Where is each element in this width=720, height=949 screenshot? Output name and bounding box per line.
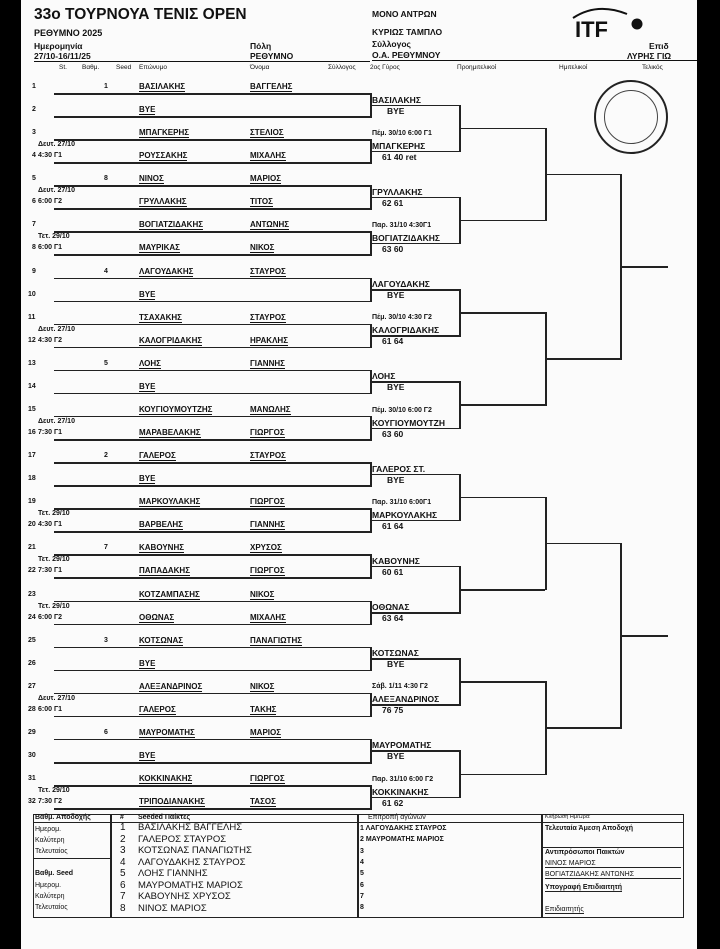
referee-label: Επιδ (649, 41, 669, 51)
match-schedule: Τετ. 29/10 (38, 510, 70, 518)
draw-position: 17 (28, 452, 36, 460)
player-surname: BYE (139, 474, 156, 484)
match-schedule: 7:30 Γ1 (38, 567, 63, 575)
round2-winner: ΛΑΓΟΥΔΑΚΗΣ (372, 279, 430, 290)
player-reps-label: Αντιπρόσωποι Παικτών (545, 849, 625, 856)
round2-winner: ΚΟΤΣΩΝΑΣ (372, 648, 419, 659)
player-surname: BYE (139, 105, 156, 115)
committee-member: 8 (360, 904, 364, 912)
qf-line (459, 774, 545, 776)
committee-member: 5 (360, 870, 364, 878)
player-name: ΣΤΑΥΡΟΣ (250, 266, 286, 276)
draw-position: 19 (28, 498, 36, 506)
draw-position: 14 (28, 382, 36, 390)
player-name: ΑΝΤΩΝΗΣ (250, 220, 290, 230)
club-seal-icon (594, 80, 668, 154)
seed-number: 4 (104, 267, 108, 275)
player-name: ΜΙΧΑΛΗΣ (250, 612, 286, 622)
draw-line (54, 531, 370, 533)
divider (33, 822, 111, 823)
draw-line (54, 439, 370, 441)
draw-position: 9 (32, 267, 36, 275)
qf-line (459, 589, 545, 591)
draw-position: 23 (28, 590, 36, 598)
draw-position: 1 (32, 83, 36, 90)
round2-winner: ΜΠΑΓΚΕΡΗΣ (372, 140, 426, 151)
round2-winner: ΒΟΓΙΑΤΖΙΔΑΚΗΣ (372, 232, 441, 243)
draw-line (54, 739, 370, 741)
round2-score: BYE (387, 659, 405, 670)
draw-line (54, 370, 370, 372)
col-seed: Seed (116, 64, 132, 71)
seeded-player: ΝΙΝΟΣ ΜΑΡΙΟΣ (138, 902, 207, 914)
draw-position: 15 (28, 405, 36, 413)
sf-line (545, 174, 620, 176)
final-line (620, 635, 668, 637)
col-surname: Επώνυμο (139, 64, 167, 71)
sf-line (545, 543, 620, 545)
divider (33, 858, 111, 859)
player-name: ΤΑΣΟΣ (250, 797, 276, 807)
round2-schedule: Παρ. 31/10 6:00 Γ2 (372, 775, 434, 783)
draw-position: 22 (28, 567, 36, 575)
draw-position: 12 (28, 336, 36, 344)
itf-logo (567, 4, 647, 40)
player-surname: ΓΡΥΛΛΑΚΗΣ (139, 197, 187, 207)
player-name: ΜΙΧΑΛΗΣ (250, 151, 286, 161)
round2-line (372, 612, 459, 614)
seeded-number: 5 (120, 868, 126, 879)
draw-line (54, 416, 370, 418)
seeded-player: ΚΟΤΣΩΝΑΣ ΠΑΝΑΓΙΩΤΗΣ (138, 845, 252, 856)
round2-score: 63 64 (382, 613, 404, 624)
draw-line (54, 693, 370, 695)
acceptance-row: Καλύτερη (35, 837, 65, 844)
tournament-subtitle: ΡΕΘΥΜΝΟ 2025 (34, 28, 103, 38)
player-name: ΓΙΑΝΝΗΣ (250, 358, 285, 368)
round2-line (372, 151, 459, 153)
seed-number: 6 (104, 728, 108, 736)
committee-member: 1 ΛΑΓΟΥΔΑΚΗΣ ΣΤΑΥΡΟΣ (360, 825, 447, 832)
draw-line (54, 624, 370, 626)
match-schedule: Τετ. 29/10 (38, 233, 70, 241)
draw-line (54, 185, 370, 187)
acceptance-header: Βαθμ. Αποδοχής (35, 814, 91, 821)
round2-line (372, 520, 459, 522)
draw-position: 6 (32, 198, 36, 206)
player-surname: ΤΡΙΠΟΔΙΑΝΑΚΗΣ (139, 797, 205, 807)
seeded-number: 1 (120, 822, 126, 833)
round2-score: 62 61 (382, 197, 404, 208)
round2-winner: ΚΑΛΟΓΡΙΔΑΚΗΣ (372, 325, 440, 336)
match-schedule: Τετ. 29/10 (38, 556, 70, 564)
draw-line (54, 508, 370, 510)
draw-position: 11 (28, 313, 36, 321)
round2-winner: ΜΑΡΚΟΥΛΑΚΗΣ (372, 509, 438, 520)
qf-line (459, 681, 545, 683)
draw-position: 7 (32, 221, 36, 229)
player-surname: ΜΠΑΓΚΕΡΗΣ (139, 128, 190, 138)
draw-position: 13 (28, 359, 36, 367)
draw-line (54, 278, 370, 280)
player-name: ΝΙΚΟΣ (250, 243, 275, 253)
draw-position: 20 (28, 521, 36, 529)
player-surname: ΒΑΡΒΕΛΗΣ (139, 520, 183, 530)
committee-member: 7 (360, 892, 364, 900)
draw-position: 28 (28, 705, 36, 713)
round2-line (372, 381, 459, 383)
player-surname: ΛΟΗΣ (139, 358, 161, 368)
round2-score: 63 60 (382, 243, 404, 254)
round2-score: BYE (387, 105, 405, 116)
col-final: Τελικός (642, 64, 663, 71)
player-surname: ΟΘΩΝΑΣ (139, 612, 175, 622)
event-name: ΜΟΝΟ ΑΝΤΡΩΝ (372, 9, 437, 19)
signature-label: Υπογραφή Επιδιαιτητή (545, 884, 623, 891)
seeded-player: ΜΑΥΡΟΜΑΤΗΣ ΜΑΡΙΟΣ (138, 879, 243, 891)
sf-line (545, 358, 620, 360)
draw-position: 25 (28, 636, 36, 644)
col-name: Όνομα (250, 64, 270, 71)
draw-position: 8 (32, 244, 36, 252)
referee-value: ΛΥΡΗΣ ΓΙΩ (627, 51, 672, 61)
city-label: Πόλη (250, 41, 272, 51)
committee-member: 4 (360, 858, 364, 866)
draw-line (54, 762, 370, 764)
draw-position: 27 (28, 682, 36, 690)
date-value: 27/10-16/11/25 (34, 51, 274, 62)
round2-score: 60 61 (382, 566, 404, 577)
last-acceptance-label: Τελευταία Άμεση Αποδοχή (545, 825, 634, 832)
seed-number: 8 (104, 175, 108, 183)
draw-position: 10 (28, 290, 36, 298)
player-surname: ΓΑΛΕΡΟΣ (139, 451, 176, 461)
round2-line (372, 797, 459, 799)
draw-line (54, 324, 370, 326)
player-name: ΓΙΩΡΓΟΣ (250, 428, 285, 438)
match-schedule: Δευτ. 27/10 (38, 187, 75, 195)
round2-line (372, 289, 459, 291)
date-label: Ημερομηνία (34, 41, 83, 51)
draw-position: 5 (32, 175, 36, 183)
player-surname: ΜΑΥΡΙΚΑΣ (139, 243, 180, 253)
match-schedule: Τετ. 29/10 (38, 602, 70, 610)
sf-line (545, 727, 620, 729)
seed-number: 3 (104, 636, 108, 644)
seeded-hash: # (120, 814, 124, 821)
col-qf: Προημιτελικοί (457, 64, 497, 71)
match-schedule: Δευτ. 27/10 (38, 694, 75, 702)
player-surname: BYE (139, 289, 156, 299)
committee-member: 3 (360, 847, 364, 855)
player-name: ΧΡΥΣΟΣ (250, 543, 282, 553)
round2-score: 76 75 (382, 705, 404, 716)
draw-sheet (21, 0, 697, 949)
match-schedule: Δευτ. 27/10 (38, 325, 75, 333)
match-schedule: 6:00 Γ1 (38, 244, 63, 252)
draw-line (54, 577, 370, 579)
player-name: ΤΙΤΟΣ (250, 197, 273, 207)
player-surname: ΚΑΛΟΓΡΙΔΑΚΗΣ (139, 335, 203, 345)
match-schedule: 6:00 Γ1 (38, 705, 63, 713)
match-schedule: Δευτ. 27/10 (38, 141, 75, 149)
player-name: ΠΑΝΑΓΙΩΤΗΣ (250, 635, 303, 645)
draw-position: 24 (28, 613, 36, 621)
seed-row: Καλύτερη (35, 893, 65, 900)
round2-schedule: Σάβ. 1/11 4:30 Γ2 (372, 683, 428, 691)
round2-score: BYE (387, 474, 405, 485)
round2-winner: ΓΑΛΕΡΟΣ ΣΤ. (372, 463, 426, 474)
player-rep: ΒΟΓΙΑΤΖΙΔΑΚΗΣ ΑΝΤΩΝΗΣ (545, 871, 681, 879)
round2-score: BYE (387, 382, 405, 393)
round2-winner: ΜΑΥΡΟΜΑΤΗΣ (372, 740, 432, 751)
draw-position: 2 (32, 106, 36, 114)
player-surname: BYE (139, 381, 156, 391)
draw-position: 32 (28, 798, 36, 806)
player-surname: ΜΑΡΚΟΥΛΑΚΗΣ (139, 497, 201, 507)
round2-line (372, 566, 459, 568)
match-schedule: 6:00 Γ2 (38, 198, 63, 206)
round2-line (372, 335, 459, 337)
draw-line (54, 670, 370, 672)
draw-position: 29 (28, 728, 36, 736)
round2-schedule: Παρ. 31/10 6:00Γ1 (372, 498, 432, 506)
player-surname: ΓΑΛΕΡΟΣ (139, 704, 176, 714)
match-schedule: 6:00 Γ2 (38, 613, 63, 621)
seeded-number: 3 (120, 845, 126, 856)
qf-line (459, 404, 545, 406)
player-surname: ΚΟΥΓΙΟΥΜΟΥΤΖΗΣ (139, 404, 213, 414)
match-schedule: 4:30 Γ1 (38, 152, 63, 160)
round2-line (372, 474, 459, 476)
tournament-title: 33ο ΤΟΥΡΝΟΥΑ ΤΕΝΙΣ OPEN (34, 6, 247, 23)
round2-winner: ΚΟΚΚΙΝΑΚΗΣ (372, 786, 429, 797)
committee-member: 6 (360, 881, 364, 889)
qf-line (459, 220, 545, 222)
match-schedule: Τετ. 29/10 (38, 787, 70, 795)
player-name: ΝΙΚΟΣ (250, 681, 275, 691)
col-round2: 2ος Γύρος (370, 64, 400, 71)
round2-winner: ΛΟΗΣ (372, 371, 396, 382)
player-surname: ΑΛΕΞΑΝΔΡΙΝΟΣ (139, 681, 203, 691)
player-name: ΓΙΑΝΝΗΣ (250, 520, 285, 530)
draw-position: 4 (32, 152, 36, 160)
player-surname: BYE (139, 658, 156, 668)
match-schedule: Δευτ. 27/10 (38, 417, 75, 425)
draw-line (54, 139, 370, 141)
seeded-player: ΒΑΣΙΛΑΚΗΣ ΒΑΓΓΕΛΗΣ (138, 822, 243, 833)
col-rank: Βαθμ. (82, 64, 100, 71)
seeded-player: ΛΟΗΣ ΓΙΑΝΝΗΣ (138, 868, 208, 879)
seed-row: Τελευταίος (35, 904, 68, 911)
draw-position: 21 (28, 544, 36, 552)
draw-date-label: Κλήρωση Ημ/Ώρα: (545, 814, 591, 820)
player-surname: ΤΣΑΧΑΚΗΣ (139, 312, 182, 322)
round2-score: 61 40 ret (382, 151, 417, 162)
match-schedule: 7:30 Γ2 (38, 798, 63, 806)
svg-text:ITF: ITF (575, 17, 608, 40)
round2-winner: ΚΑΒΟΥΝΗΣ (372, 555, 420, 566)
player-name: ΒΑΓΓΕΛΗΣ (250, 82, 293, 91)
seeded-player: ΛΑΓΟΥΔΑΚΗΣ ΣΤΑΥΡΟΣ (138, 856, 246, 868)
player-surname: ΚΟΤΖΑΜΠΑΣΗΣ (139, 589, 200, 599)
player-surname: ΠΑΠΑΔΑΚΗΣ (139, 566, 190, 576)
draw-position: 16 (28, 429, 36, 437)
round2-schedule: Παρ. 31/10 4:30Γ1 (372, 221, 432, 229)
player-surname: ΚΟΚΚΙΝΑΚΗΣ (139, 774, 193, 784)
seeded-player: ΓΑΛΕΡΟΣ ΣΤΑΥΡΟΣ (138, 833, 227, 845)
draw-position: 31 (28, 775, 36, 783)
round2-winner: ΓΡΥΛΛΑΚΗΣ (372, 186, 423, 197)
seeded-number: 2 (120, 833, 126, 845)
draw-line (54, 93, 370, 95)
seed-number: 7 (104, 544, 108, 552)
player-name: ΣΤΑΥΡΟΣ (250, 451, 286, 461)
col-sf: Ημιτελικοί (559, 64, 588, 71)
round2-schedule: Πέμ. 30/10 6:00 Γ2 (372, 406, 432, 414)
city-value: ΡΕΘΥΜΝΟ (250, 51, 370, 62)
round2-line (372, 428, 459, 430)
player-name: ΝΙΚΟΣ (250, 589, 275, 599)
draw-line (54, 208, 370, 210)
player-name: ΓΙΩΡΓΟΣ (250, 497, 285, 507)
player-name: ΓΙΩΡΓΟΣ (250, 774, 285, 784)
player-surname: ΛΑΓΟΥΔΑΚΗΣ (139, 266, 194, 276)
draw-line (54, 301, 370, 303)
draw-line (54, 716, 370, 718)
draw-line (54, 393, 370, 395)
seeded-number: 8 (120, 902, 126, 914)
round2-schedule: Πέμ. 30/10 6:00 Γ1 (372, 129, 432, 137)
seeded-number: 7 (120, 891, 126, 902)
club-value: Ο.Α. ΡΕΘΥΜΝΟΥ (372, 50, 697, 61)
seeded-player: ΚΑΒΟΥΝΗΣ ΧΡΥΣΟΣ (138, 891, 231, 902)
committee-header: Επιτροπή αγώνων (368, 814, 426, 821)
col-club: Σύλλογος (328, 64, 356, 71)
round2-winner: ΑΛΕΞΑΝΔΡΙΝΟΣ (372, 694, 440, 705)
seeded-number: 6 (120, 879, 126, 891)
round2-line (372, 658, 459, 660)
round2-score: BYE (387, 751, 405, 762)
round2-schedule: Πέμ. 30/10 4:30 Γ2 (372, 314, 432, 322)
referee-signature-label: Επιδιαιτητής (545, 906, 584, 913)
qf-line (459, 312, 545, 314)
player-surname: ΡΟΥΣΣΑΚΗΣ (139, 151, 188, 161)
player-surname: ΜΑΡΑΒΕΛΑΚΗΣ (139, 428, 201, 438)
draw-line (54, 647, 370, 649)
acceptance-row: Τελευταίος (35, 848, 68, 855)
round2-score: 61 64 (382, 336, 404, 347)
draw-line (54, 347, 370, 349)
draw-line (54, 254, 370, 256)
round2-score: BYE (387, 290, 405, 301)
draw-line (54, 462, 370, 464)
match-schedule: 7:30 Γ1 (38, 429, 63, 437)
round2-line (372, 704, 459, 706)
seed-row: Ημερομ. (35, 882, 62, 889)
col-st: St. (59, 64, 67, 71)
seed-number: 2 (104, 452, 108, 460)
round2-score: 61 62 (382, 797, 404, 808)
player-surname: ΒΟΓΙΑΤΖΙΔΑΚΗΣ (139, 220, 204, 230)
round2-winner: ΟΘΩΝΑΣ (372, 602, 410, 613)
player-name: ΣΤΑΥΡΟΣ (250, 312, 286, 322)
acceptance-row: Ημερομ. (35, 826, 62, 833)
committee-member: 2 ΜΑΥΡΟΜΑΤΗΣ ΜΑΡΙΟΣ (360, 836, 444, 844)
seed-number: 5 (104, 359, 108, 367)
final-line (620, 266, 668, 268)
seeded-header: Seeded Παίκτες (138, 814, 191, 821)
player-name: ΜΑΡΙΟΣ (250, 727, 282, 737)
round2-score: 63 60 (382, 428, 404, 439)
player-name: ΣΤΕΛΙΟΣ (250, 128, 284, 138)
player-surname: ΚΟΤΣΩΝΑΣ (139, 635, 184, 645)
seeded-number: 4 (120, 856, 126, 868)
player-surname: ΒΑΣΙΛΑΚΗΣ (139, 82, 186, 91)
round2-line (372, 197, 459, 199)
draw-line (54, 601, 370, 603)
draw-line (54, 231, 370, 233)
player-name: ΜΑΝΩΛΗΣ (250, 404, 291, 414)
player-surname: ΚΑΒΟΥΝΗΣ (139, 543, 185, 553)
qf-line (459, 128, 545, 130)
draw-line (54, 116, 370, 118)
draw-position: 3 (32, 129, 36, 137)
draw-line (54, 554, 370, 556)
draw-line (54, 162, 370, 164)
player-name: ΓΙΩΡΓΟΣ (250, 566, 285, 576)
player-surname: ΝΙΝΟΣ (139, 174, 164, 184)
player-rep: ΝΙΝΟΣ ΜΑΡΙΟΣ (545, 860, 681, 868)
draw-position: 26 (28, 659, 36, 667)
draw-line (54, 808, 370, 810)
round2-line (372, 750, 459, 752)
round2-line (372, 243, 459, 245)
draw-line (54, 785, 370, 787)
player-name: ΤΑΚΗΣ (250, 704, 277, 714)
draw-type: ΚΥΡΙΩΣ ΤΑΜΠΛΟ (372, 27, 443, 37)
club-label: Σύλλογος (372, 39, 411, 49)
draw-line (54, 485, 370, 487)
seed-number: 1 (104, 83, 108, 90)
draw-position: 18 (28, 475, 36, 483)
match-schedule: 4:30 Γ1 (38, 521, 63, 529)
qf-line (459, 497, 545, 499)
seed-header: Βαθμ. Seed (35, 870, 74, 877)
player-name: ΜΑΡΙΟΣ (250, 174, 282, 184)
player-name: ΗΡΑΚΛΗΣ (250, 335, 288, 345)
player-surname: ΜΑΥΡΟΜΑΤΗΣ (139, 727, 195, 737)
round2-score: 61 64 (382, 520, 404, 531)
round2-line (372, 105, 459, 107)
draw-position: 30 (28, 752, 36, 760)
round2-winner: ΚΟΥΓΙΟΥΜΟΥΤΖΗ (372, 417, 445, 428)
match-schedule: 4:30 Γ2 (38, 336, 63, 344)
player-surname: BYE (139, 751, 156, 761)
divider (542, 847, 684, 848)
round2-winner: ΒΑΣΙΛΑΚΗΣ (372, 94, 421, 105)
